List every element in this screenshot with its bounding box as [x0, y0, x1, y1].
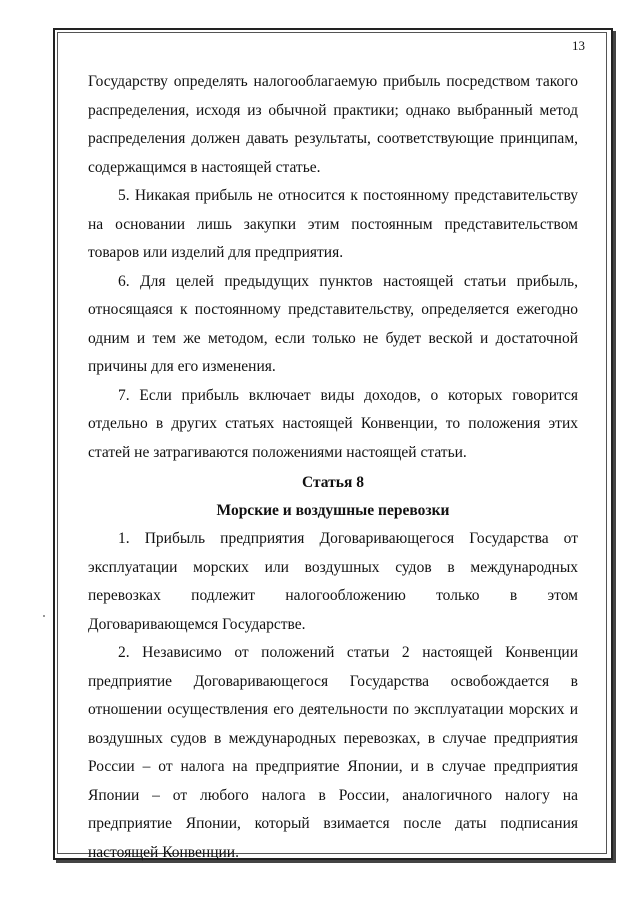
paragraph-7: 7. Если прибыль включает виды доходов, о которых говорится отдельно в других статьях настоящей Конвенции, то положения этих статей не затрагиваются положениями настоящей статьи.: [88, 386, 578, 461]
article-subtitle: Морские и воздушные перевозки: [216, 502, 450, 519]
scan-speck: [43, 615, 45, 617]
article-title: Статья 8: [302, 474, 364, 491]
article-8-paragraph-1: 1. Прибыль предприятия Договаривающегося Государства от эксплуатации морских или воздушных судов в международных перевозках подлежит налогообложению только в этом Договаривающемся Государстве.: [88, 530, 578, 633]
paragraph-continued: Государству определять налогооблагаемую прибыль посредством такого распределения, исходя из обычной практики; однако выбранный метод распределения должен давать результаты, соответствующие принципам, содержащимся в настоящей статье.: [88, 73, 578, 176]
page-number: 13: [572, 38, 585, 53]
paragraph-6: 6. Для целей предыдущих пунктов настоящей статьи прибыль, относящаяся к постоянному представительству, определяется ежегодно одним и тем же методом, если только не будет веской и достаточной причины для его изменения.: [88, 272, 578, 375]
document-body: [88, 68, 578, 867]
paragraph-5: 5. Никакая прибыль не относится к постоянному представительству на основании лишь закупки этим постоянным представительством товаров или изделий для предприятия.: [88, 187, 578, 261]
article-8-paragraph-2: 2. Независимо от положений статьи 2 настоящей Конвенции предприятие Договаривающегося Государства освобождается в отношении осуществления его деятельности по эксплуатации морских и воздушных судов в международных перевозках, в случае предприятия России – от налога на предприятие Японии, и в случае предприятия Японии – от любого налога в России, аналогичного налогу на предприятие Японии, который взимается после даты подписания настоящей Конвенции.: [88, 644, 578, 861]
